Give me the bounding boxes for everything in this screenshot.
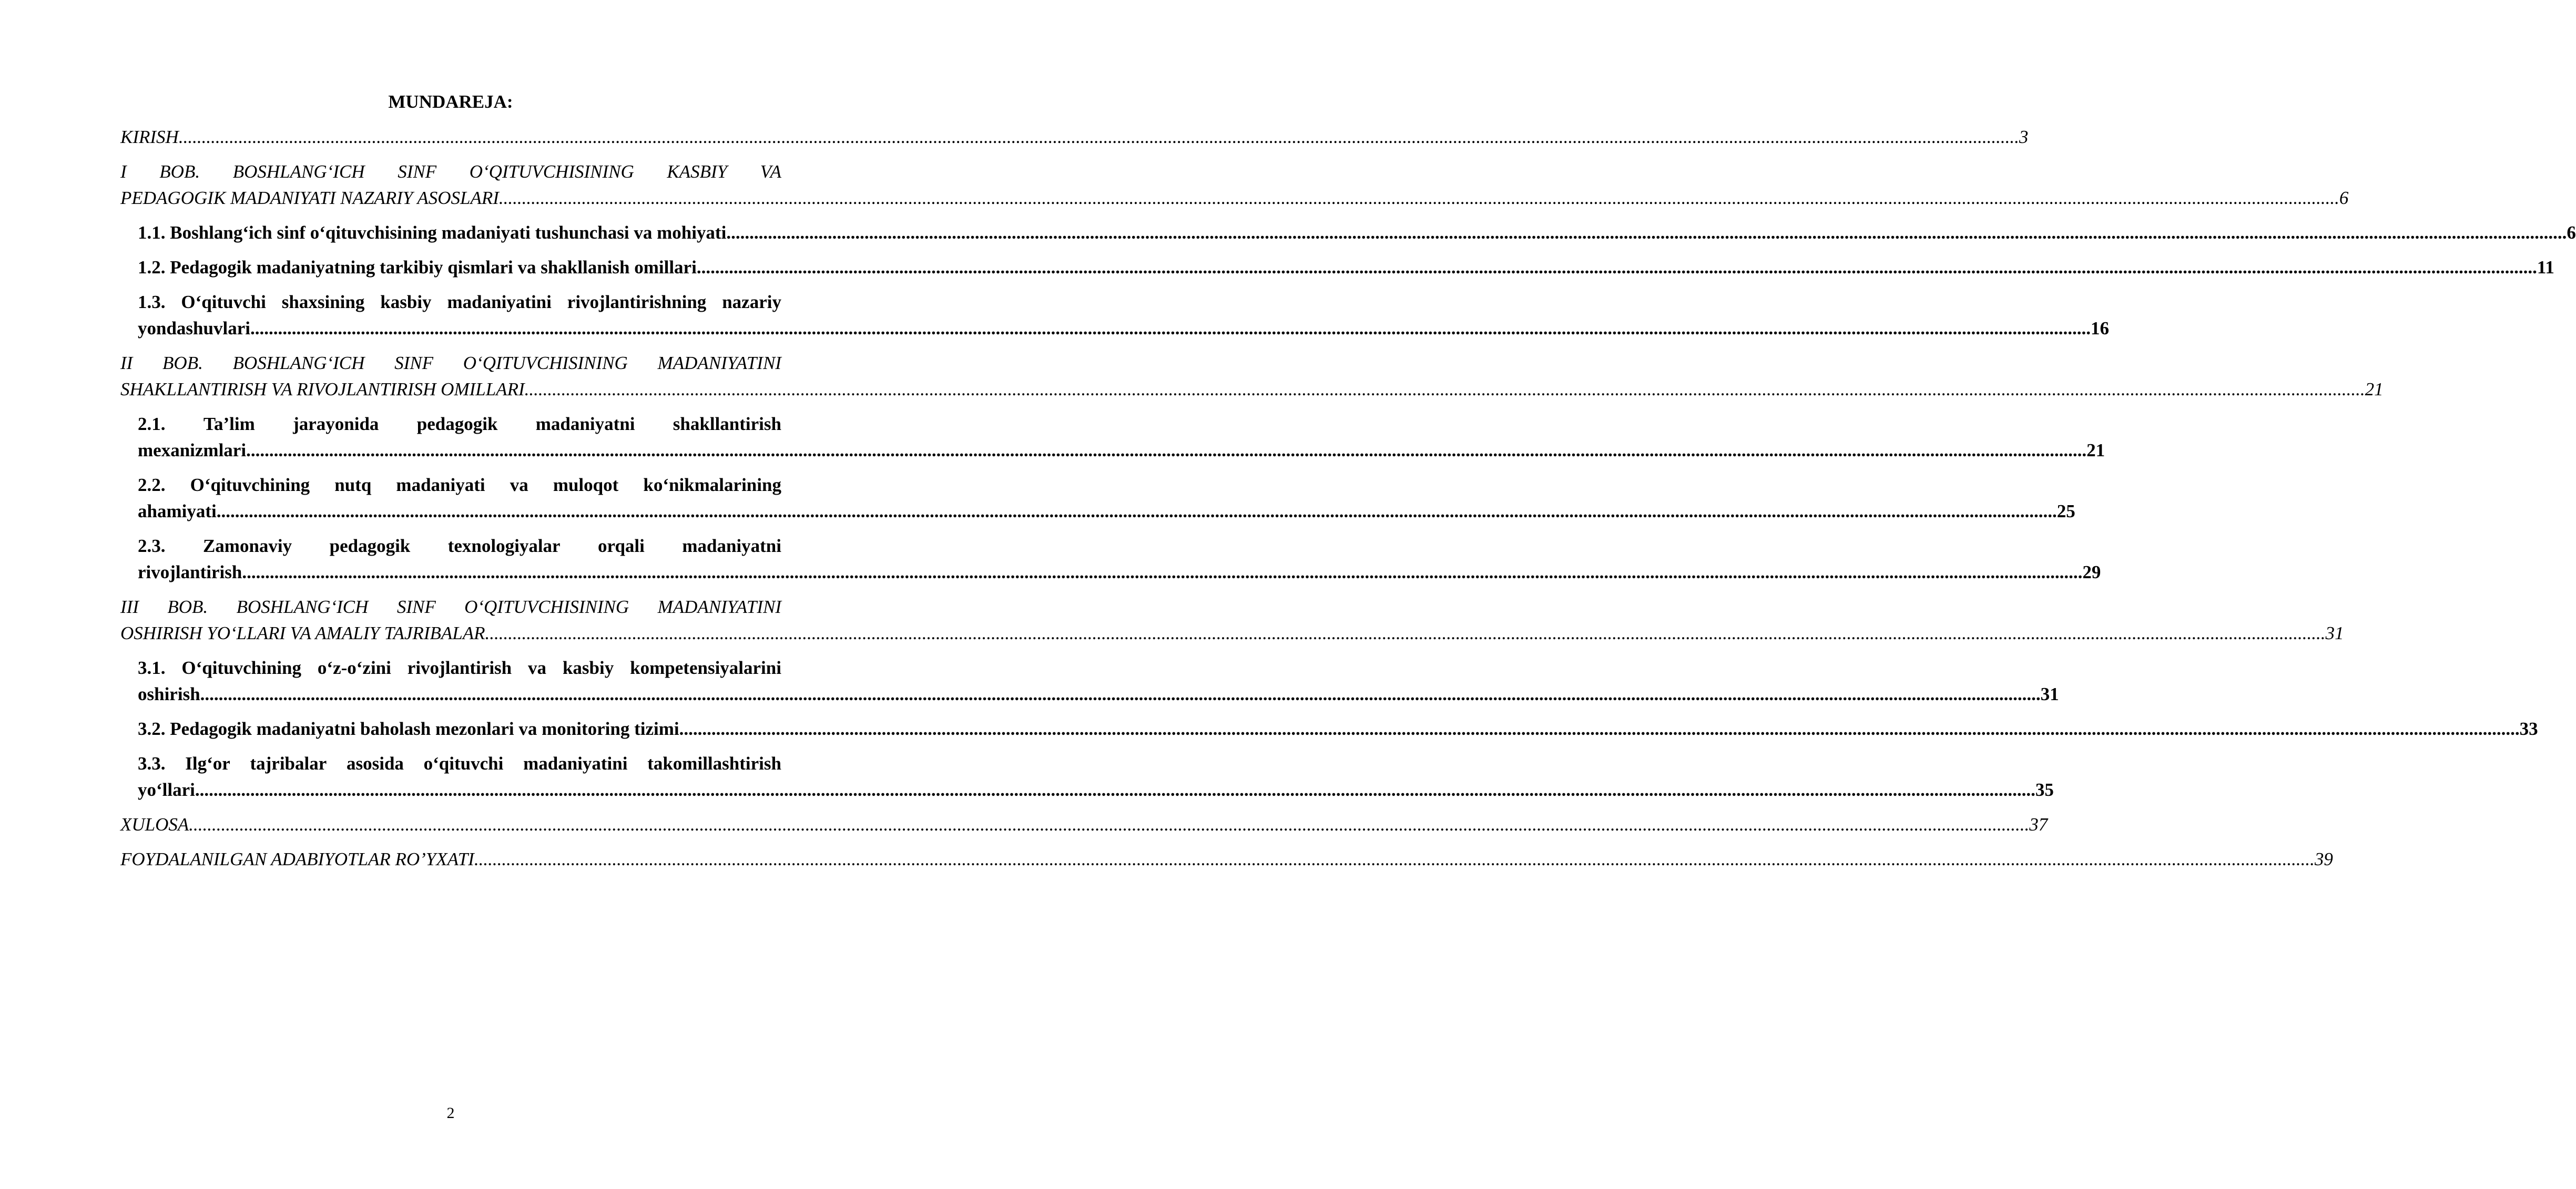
toc-leader: ................................................................................................................................................................................................................................................................................................................................................................................................................ [195, 780, 2035, 800]
toc-text: 1.1. Boshlang‘ich sinf o‘qituvchisining madaniyati tushunchasi va mohiyati [138, 222, 727, 243]
toc-word: SINF [396, 597, 436, 617]
toc-word: ko‘nikmalarining [643, 475, 781, 495]
toc-word: orqali [598, 536, 645, 556]
toc-word: va [510, 475, 528, 495]
toc-word: tajribalar [250, 753, 327, 774]
toc-leader: ................................................................................................................................................................................................................................................................................................................................................................................................................ [524, 379, 2365, 399]
toc-line [138, 254, 2554, 281]
toc-word: texnologiyalar [447, 536, 561, 556]
toc-word: 3.1. [138, 658, 166, 678]
toc-line [138, 559, 2101, 586]
toc-word: kasbiy [562, 658, 614, 678]
toc-line [120, 124, 2029, 150]
toc-page-number: 25 [2056, 501, 2075, 521]
toc-text: PEDAGOGIK MADANIYATI NAZARIY ASOSLARI [120, 188, 499, 208]
toc-line-justified [120, 159, 781, 185]
toc-word: 2.3. [138, 536, 166, 556]
toc-word: Ta’lim [203, 414, 255, 434]
toc-text: SHAKLLANTIRISH VA RIVOJLANTIRISH OMILLARI [120, 379, 525, 399]
toc-text: KIRISH [120, 127, 179, 147]
toc-word: va [528, 658, 547, 678]
toc-page-number: 16 [2090, 318, 2109, 339]
toc-word: madaniyatini [447, 292, 552, 312]
toc-text: yondashuvlari [138, 318, 250, 339]
toc-word: BOB. [167, 597, 208, 617]
toc-leader: ................................................................................................................................................................................................................................................................................................................................................................................................................ [250, 318, 2091, 339]
toc-line-justified [138, 411, 781, 437]
toc-text: oshirish [138, 684, 200, 704]
toc-page-number: 29 [2082, 562, 2101, 582]
toc-leader: ................................................................................................................................................................................................................................................................................................................................................................................................................ [485, 623, 2326, 643]
toc-page-number: 31 [2325, 623, 2344, 643]
toc-leader: ................................................................................................................................................................................................................................................................................................................................................................................................................ [178, 127, 2019, 147]
toc-word: 1.3. [138, 292, 166, 312]
toc-line [120, 812, 2048, 838]
toc-line [138, 716, 2538, 742]
toc-text: OSHIRISH YO‘LLARI VA AMALIY TAJRIBALAR [120, 623, 485, 643]
toc-line [120, 620, 2344, 647]
toc-line [138, 437, 2105, 464]
toc-word: kasbiy [380, 292, 432, 312]
toc-word: takomillashtirish [647, 753, 781, 774]
toc-leader: ................................................................................................................................................................................................................................................................................................................................................................................................................ [474, 849, 2315, 869]
toc-word: VA [760, 161, 781, 182]
toc-word: rivojlantirishning [567, 292, 707, 312]
toc-word: MADANIYATINI [657, 597, 781, 617]
toc-page-number: 6 [2339, 188, 2349, 208]
toc-leader: ................................................................................................................................................................................................................................................................................................................................................................................................................ [726, 222, 2567, 243]
toc-word: II [120, 353, 133, 373]
toc-text: XULOSA [120, 814, 189, 835]
toc-word: 2.2. [138, 475, 166, 495]
toc-word: shakllantirish [673, 414, 781, 434]
toc-page-number: 3 [2019, 127, 2029, 147]
toc-word: SINF [398, 161, 437, 182]
toc-word: O‘QITUVCHISINING [464, 597, 629, 617]
toc-text: mexanizmlari [138, 440, 247, 460]
page-number: 2 [446, 1104, 455, 1122]
toc-word: 3.3. [138, 753, 166, 774]
toc-line-justified [138, 533, 781, 559]
toc-word: KASBIY [667, 161, 728, 182]
toc-leader: ................................................................................................................................................................................................................................................................................................................................................................................................................ [242, 562, 2083, 582]
toc-word: O‘qituvchining [190, 475, 310, 495]
toc-line [138, 681, 2059, 708]
toc-word: madaniyatni [682, 536, 781, 556]
toc-leader: ................................................................................................................................................................................................................................................................................................................................................................................................................ [216, 501, 2057, 521]
toc-word: BOB. [162, 353, 203, 373]
toc-text: 3.2. Pedagogik madaniyatni baholash mezonlari va monitoring tizimi [138, 719, 679, 739]
toc-page-number: 11 [2537, 257, 2554, 278]
toc-word: BOSHLANG‘ICH [232, 353, 365, 373]
toc-page-number: 6 [2567, 222, 2576, 243]
toc-word: pedagogik [416, 414, 498, 434]
toc-word: madaniyati [396, 475, 485, 495]
toc-line-justified [138, 655, 781, 681]
toc-word: nazariy [722, 292, 781, 312]
toc-word: I [120, 161, 127, 182]
toc-line [138, 315, 2109, 342]
toc-word: shaxsining [281, 292, 365, 312]
toc-line-justified [138, 289, 781, 315]
toc-page-number: 39 [2314, 849, 2333, 869]
toc-word: BOSHLANG‘ICH [236, 597, 369, 617]
toc-line [138, 220, 2576, 246]
toc-line-justified [138, 751, 781, 777]
toc-leader: ................................................................................................................................................................................................................................................................................................................................................................................................................ [679, 719, 2520, 739]
toc-leader: ................................................................................................................................................................................................................................................................................................................................................................................................................ [498, 188, 2339, 208]
toc-leader: ................................................................................................................................................................................................................................................................................................................................................................................................................ [696, 257, 2537, 278]
toc-word: O‘qituvchining [181, 658, 301, 678]
toc-line [120, 846, 2333, 873]
toc-page-number: 21 [2365, 379, 2384, 399]
toc-page-number: 35 [2035, 780, 2054, 800]
toc-text: yo‘llari [138, 780, 195, 800]
toc-word: O‘QITUVCHISINING [469, 161, 634, 182]
toc-page-number: 21 [2086, 440, 2105, 460]
toc-page-number: 37 [2029, 814, 2048, 835]
toc-leader: ................................................................................................................................................................................................................................................................................................................................................................................................................ [200, 684, 2041, 704]
toc-page-number: 31 [2040, 684, 2059, 704]
toc-line-justified [120, 594, 781, 620]
toc-word: asosida [347, 753, 404, 774]
toc-word: kompetensiyalarini [630, 658, 781, 678]
toc-word: pedagogik [329, 536, 411, 556]
toc-text: 1.2. Pedagogik madaniyatning tarkibiy qismlari va shakllanish omillari [138, 257, 697, 278]
toc-word: madaniyatini [523, 753, 628, 774]
toc-word: madaniyatni [535, 414, 635, 434]
toc-word: nutq [334, 475, 372, 495]
toc-word: o‘qituvchi [423, 753, 504, 774]
toc-word: rivojlantirish [407, 658, 512, 678]
toc-word: O‘qituvchi [181, 292, 266, 312]
toc-word: SINF [394, 353, 434, 373]
toc-word: O‘QITUVCHISINING [463, 353, 628, 373]
toc-title: MUNDAREJA: [388, 91, 513, 112]
toc-text: ahamiyati [138, 501, 217, 521]
toc-text: rivojlantirish [138, 562, 242, 582]
toc-line [120, 185, 2349, 211]
toc-word: BOB. [159, 161, 200, 182]
toc-line [138, 498, 2075, 525]
toc-word: III [120, 597, 139, 617]
toc-leader: ................................................................................................................................................................................................................................................................................................................................................................................................................ [189, 814, 2030, 835]
toc-word: muloqot [553, 475, 619, 495]
toc-line-justified [120, 350, 781, 376]
toc-word: o‘z-o‘zini [317, 658, 391, 678]
toc-word: MADANIYATINI [657, 353, 781, 373]
toc-word: Ilg‘or [185, 753, 230, 774]
toc-line [120, 376, 2384, 403]
toc-word: 2.1. [138, 414, 166, 434]
toc-word: BOSHLANG‘ICH [232, 161, 365, 182]
toc-leader: ................................................................................................................................................................................................................................................................................................................................................................................................................ [246, 440, 2087, 460]
toc-page-number: 33 [2519, 719, 2538, 739]
toc-word: jarayonida [293, 414, 379, 434]
toc-line [138, 777, 2054, 803]
toc-line-justified [138, 472, 781, 498]
toc-text: FOYDALANILGAN ADABIYOTLAR RO’YXATI [120, 849, 474, 869]
toc-word: Zamonaviy [202, 536, 292, 556]
